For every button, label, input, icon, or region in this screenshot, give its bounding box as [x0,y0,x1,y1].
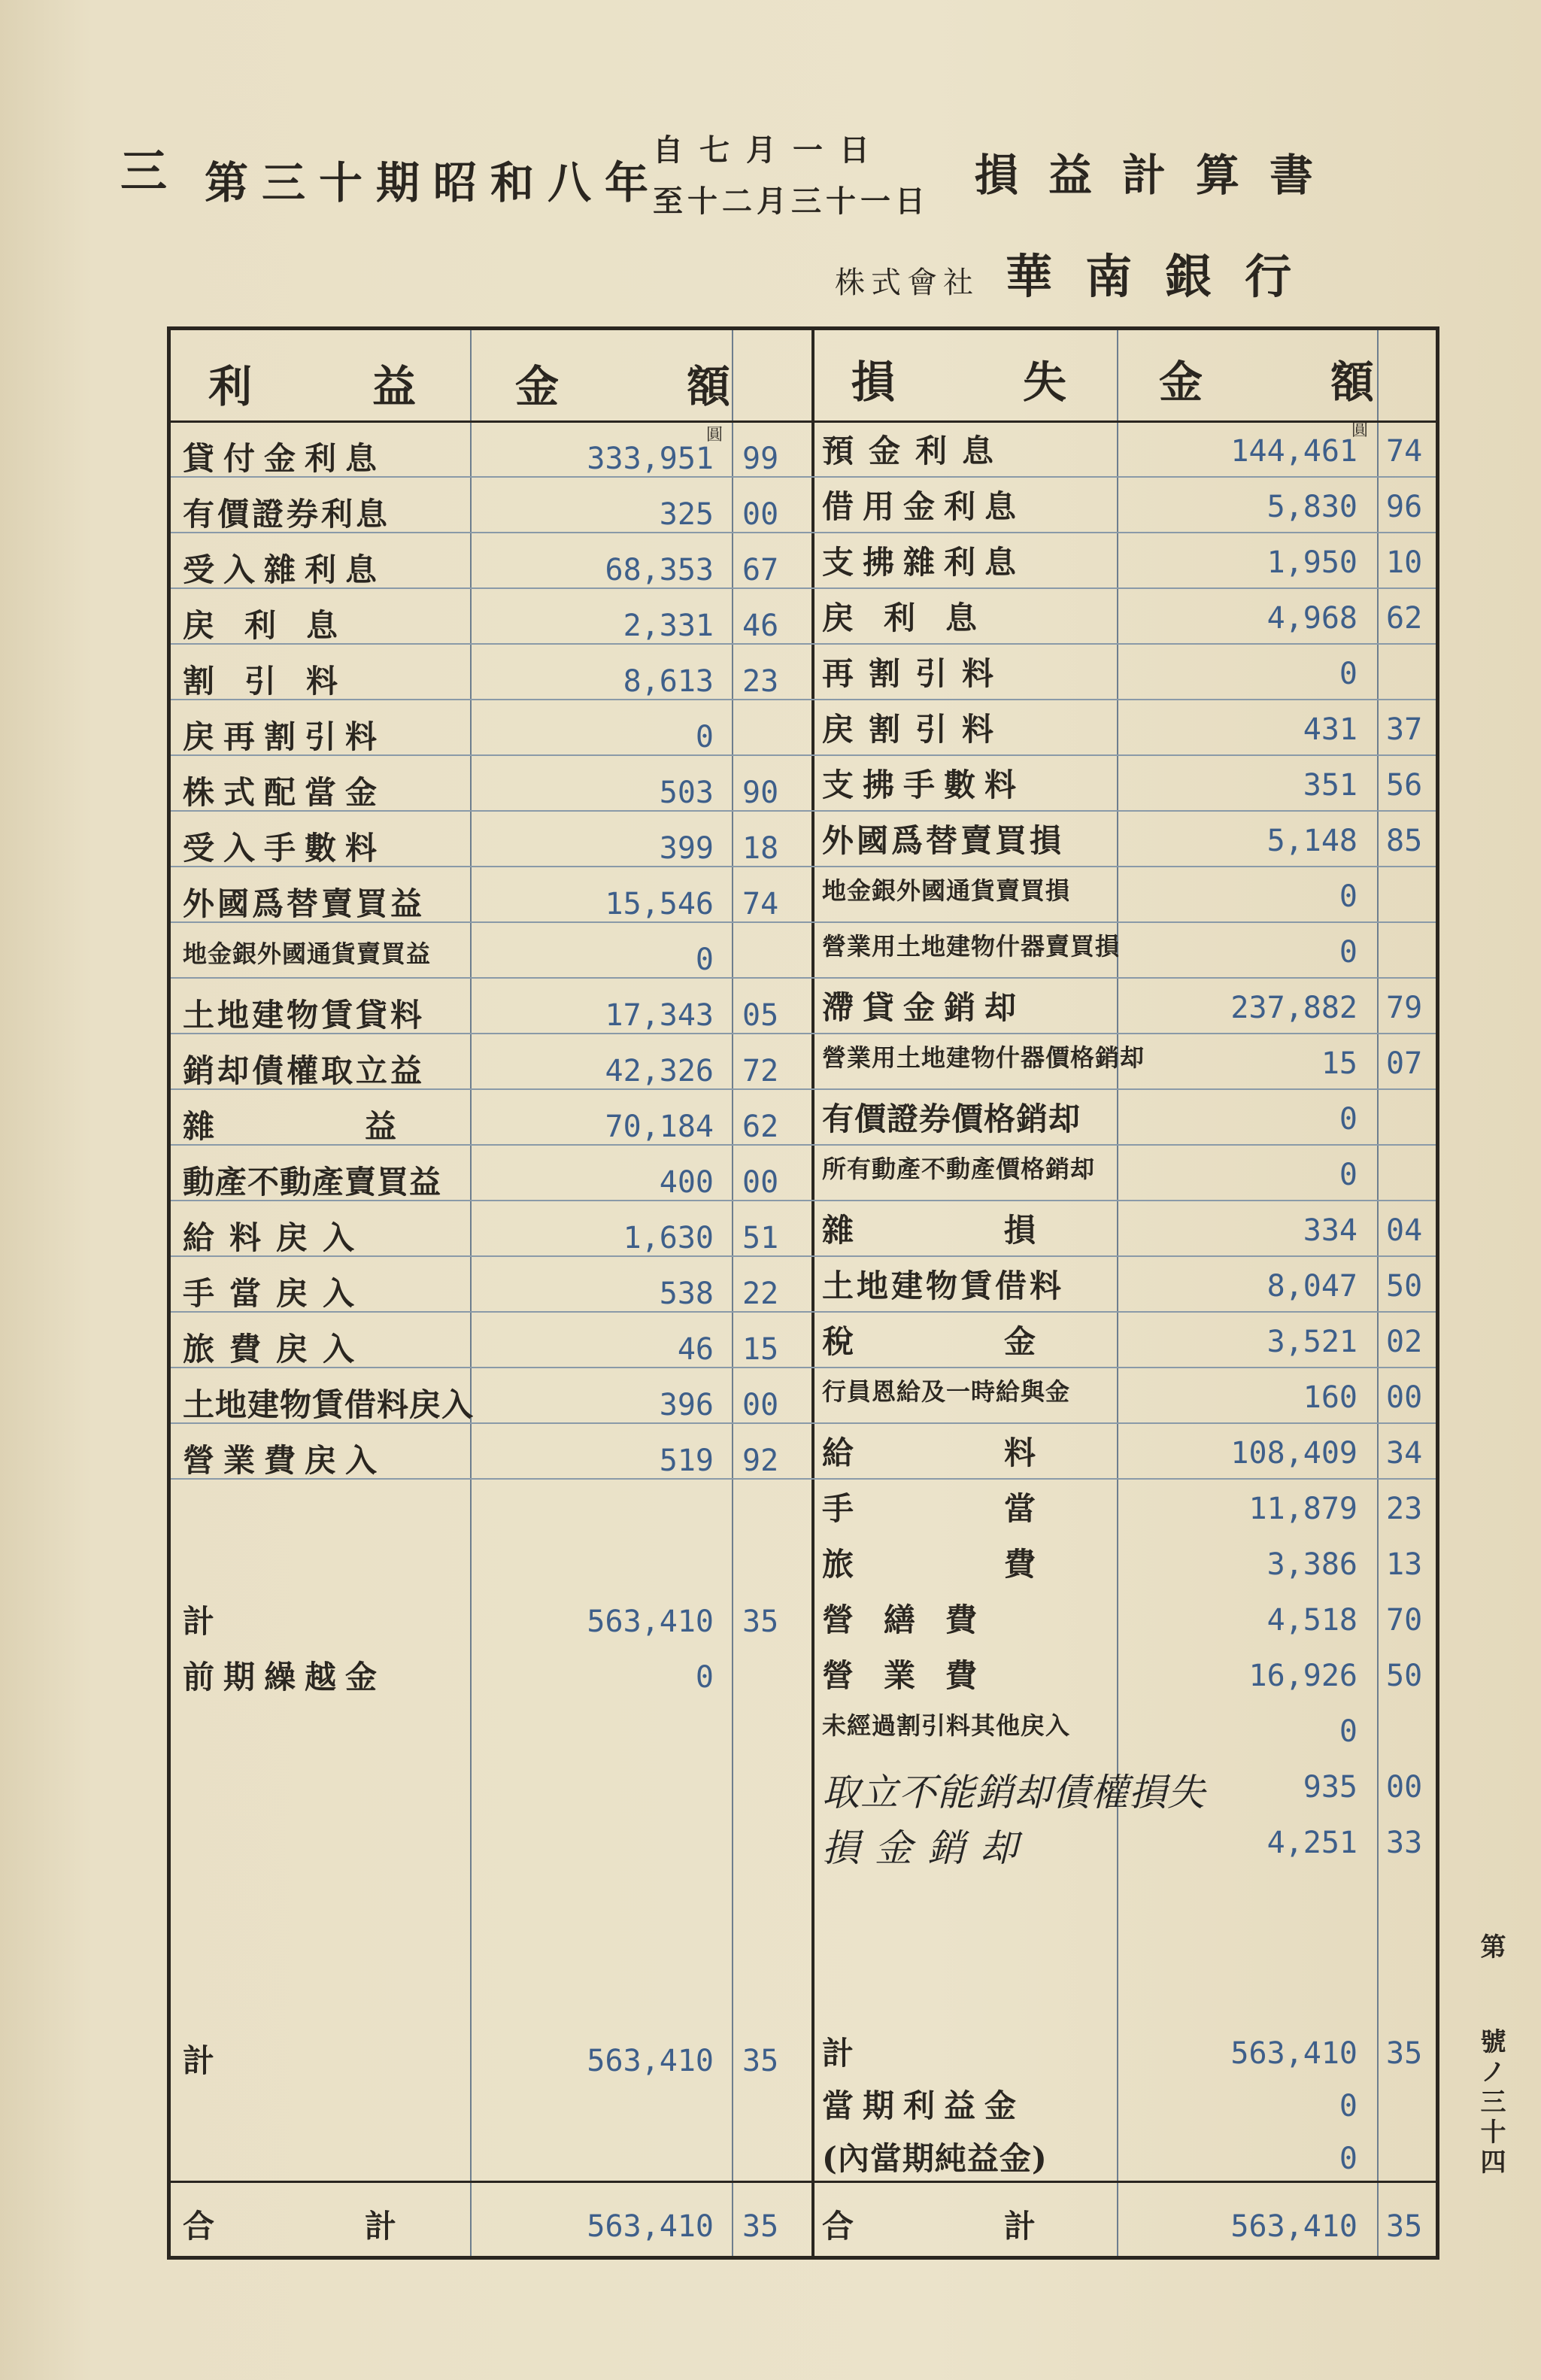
loss-row-yen: 8,047 [1266,1269,1357,1304]
unit-yen-left: 圓 [706,426,723,445]
loss-row-yen: 0 [1339,1102,1357,1137]
loss-row-label: 雜損 [822,1212,1187,1249]
profit-row-yen: 17,343 [605,998,714,1033]
loss-row-label: 營業費 [822,1657,1008,1694]
profit-row-sen: 15 [742,1332,779,1367]
profit-row-label: 雜益 [183,1108,548,1145]
row-divider [171,1033,1436,1034]
loss-subtotal-sen: 35 [1386,2036,1423,2071]
loss-subtotal-yen: 563,410 [1230,2036,1357,2071]
document-title: 損益計算書 [975,150,1344,201]
loss-row-label: 預金利息 [822,433,1009,469]
profit-row-yen: 0 [695,943,714,977]
row-divider [171,1478,1436,1480]
loss-row-label: 再割引料 [822,655,1009,692]
profit-row-yen: 400 [659,1165,714,1200]
loss-row-label: 營繕費 [822,1601,1008,1638]
row-divider [171,1200,1436,1201]
profit-row-yen: 538 [659,1277,714,1311]
row-divider [171,1255,1436,1257]
row-divider [171,977,1436,979]
loss-grand-yen: 563,410 [1230,2209,1357,2244]
loss-row-sen: 85 [1386,824,1423,858]
profit-row-yen: 68,353 [605,553,714,587]
profit-grand-yen: 563,410 [587,2209,714,2244]
loss-row-sen: 10 [1386,545,1423,580]
loss-row-yen: 5,830 [1266,490,1357,524]
profit-row-yen: 325 [659,497,714,532]
profit-row-sen: 51 [742,1221,779,1255]
loss-row-yen: 237,882 [1230,991,1357,1025]
loss-profit-label: 當期利益金 [822,2087,1026,2124]
profit-row-label: 營業費戻入 [183,1442,387,1479]
loss-row-label: 地金銀外國通貨賣買損 [822,876,1071,905]
profit-row-sen: 22 [742,1277,779,1311]
loss-row-label: 手當 [822,1490,1187,1527]
profit-row-yen: 42,326 [605,1054,714,1088]
profit-carry-yen: 0 [695,1660,714,1695]
profit-row-label: 外國爲替賣買益 [183,885,426,922]
period-from: 自七月一日 [653,132,886,168]
loss-row-sen: 00 [1386,1380,1423,1415]
loss-row-label: 行員恩給及一時給與金 [822,1377,1071,1406]
profit-row-sen: 72 [742,1054,779,1088]
loss-row-sen: 96 [1386,490,1423,524]
loss-row-yen: 4,968 [1266,601,1357,636]
row-divider [171,1367,1436,1368]
row-divider [171,754,1436,756]
row-divider [171,1088,1436,1090]
profit-row-yen: 70,184 [605,1110,714,1144]
loss-row-label: 稅金 [822,1323,1187,1360]
loss-row-label: 外國爲替賣買損 [822,822,1065,859]
profit-row-sen: 92 [742,1443,779,1478]
loss-row-yen: 0 [1339,1158,1357,1192]
col-divider [732,330,733,2256]
loss-row-label: 未經過割引料其他戻入 [822,1711,1071,1740]
loss-net-yen: 0 [1339,2142,1357,2176]
profit-row-label: 株式配當金 [183,774,387,811]
loss-row-yen: 11,879 [1248,1492,1357,1526]
loss-row-sen: 13 [1386,1547,1423,1582]
loss-row-yen: 0 [1339,879,1357,914]
loss-row-sen: 70 [1386,1603,1423,1638]
profit-row-label: 手當戻入 [183,1275,370,1312]
period-to: 至十二月三十一日 [653,184,930,219]
profit-row-label: 旅費戻入 [183,1331,370,1368]
loss-row-yen: 1,950 [1266,545,1357,580]
profit-row-label: 土地建物賃借料戻入 [183,1386,475,1423]
loss-row-yen: 935 [1303,1770,1357,1805]
loss-row-label: 支拂雜利息 [822,544,1026,581]
loss-row-yen: 144,461 [1230,434,1357,469]
profit-total-sen: 35 [742,2044,779,2078]
profit-row-yen: 2,331 [623,609,714,643]
company-name: 華南銀行 [1006,249,1325,304]
profit-row-sen: 90 [742,776,779,810]
loss-row-label: 滯貸金銷却 [822,989,1026,1026]
loss-profit-yen: 0 [1339,2089,1357,2123]
loss-row-sen: 50 [1386,1269,1423,1304]
loss-subtotal-label: 計 [822,2035,1005,2072]
loss-row-yen: 0 [1339,935,1357,970]
loss-row-sen: 79 [1386,991,1423,1025]
loss-row-yen: 15 [1321,1046,1357,1081]
row-divider [171,532,1436,533]
loss-row-yen: 4,518 [1266,1603,1357,1638]
profit-row-sen: 23 [742,664,779,699]
loss-row-sen: 34 [1386,1436,1423,1471]
profit-row-yen: 503 [659,776,714,810]
loss-row-label: 取立不能銷却債權損失 [822,1771,1206,1814]
profit-row-yen: 396 [659,1388,714,1422]
profit-row-yen: 0 [695,720,714,754]
profit-row-sen: 05 [742,998,779,1033]
loss-row-label: 土地建物賃借料 [822,1267,1065,1304]
loss-row-sen: 56 [1386,768,1423,803]
profit-row-sen: 00 [742,1165,779,1200]
profit-subtotal-sen: 35 [742,1604,779,1639]
loss-row-label: 營業用土地建物什器賣買損 [822,932,1121,961]
loss-row-sen: 50 [1386,1659,1423,1693]
profit-row-label: 土地建物賃貸料 [183,997,426,1034]
loss-row-yen: 431 [1303,712,1357,747]
company-line [835,239,1324,306]
left-item-header: 利益 [208,361,537,412]
row-divider [171,1144,1436,1146]
profit-row-label: 割引料 [183,663,369,700]
loss-row-label: 有價證券價格銷却 [822,1100,1081,1137]
row-divider [171,921,1436,923]
loss-row-label: 旅費 [822,1546,1187,1583]
profit-row-sen: 99 [742,442,779,476]
profit-row-yen: 15,546 [605,887,714,921]
company-type: 株式會社 [835,266,979,300]
loss-row-sen: 07 [1386,1046,1423,1081]
loss-row-label: 支拂手數料 [822,767,1026,803]
loss-row-label: 損金銷却 [822,1826,1033,1870]
profit-row-yen: 333,951 [587,442,714,476]
loss-grand-label: 合計 [822,2208,1187,2245]
profit-row-label: 戻利息 [183,607,369,644]
profit-row-label: 戻再割引料 [183,718,387,755]
loss-row-yen: 0 [1339,1714,1357,1749]
profit-row-sen: 18 [742,831,779,866]
right-item-header: 損失 [851,357,1195,408]
period-label: 第三十期昭和八年 [205,157,663,208]
loss-row-yen: 16,926 [1248,1659,1357,1693]
loss-row-sen: 23 [1386,1492,1423,1526]
col-divider [1117,330,1118,2256]
side-note-dai: 第 [1476,1933,1506,1963]
profit-total-yen: 563,410 [587,2044,714,2078]
center-divider [811,330,814,2256]
row-divider [171,1422,1436,1424]
loss-row-yen: 160 [1303,1380,1357,1415]
loss-row-label: 給料 [822,1434,1187,1471]
col-divider [1377,330,1379,2256]
col-divider [470,330,472,2256]
loss-row-yen: 5,148 [1266,824,1357,858]
profit-row-sen: 00 [742,497,779,532]
profit-row-label: 動產不動產賣買益 [183,1164,442,1201]
loss-row-sen: 74 [1386,434,1423,469]
row-divider [171,476,1436,478]
profit-row-yen: 46 [677,1332,714,1367]
profit-row-sen: 46 [742,609,779,643]
profit-row-sen: 74 [742,887,779,921]
profit-subtotal-label: 計 [183,1603,366,1640]
loss-row-yen: 0 [1339,657,1357,691]
loss-row-label: 所有動產不動產價格銷却 [822,1155,1096,1183]
profit-row-label: 地金銀外國通貨賣買益 [183,940,432,968]
loss-row-sen: 62 [1386,601,1423,636]
loss-grand-sen: 35 [1386,2209,1423,2244]
grand-total-divider [171,2181,1436,2183]
profit-row-label: 有價證券利息 [183,496,391,533]
profit-grand-label: 合計 [183,2208,548,2245]
unit-yen-right: 圓 [1351,421,1369,440]
loss-row-sen: 00 [1386,1770,1423,1805]
loss-row-label: 借用金利息 [822,488,1026,525]
loss-row-label: 戻割引料 [822,711,1009,748]
profit-row-label: 銷却債權取立益 [183,1052,426,1089]
row-divider [171,587,1436,589]
row-divider [171,699,1436,700]
profit-row-yen: 519 [659,1443,714,1478]
loss-row-yen: 4,251 [1266,1826,1357,1860]
profit-row-label: 受入雜利息 [183,551,387,588]
loss-row-yen: 3,386 [1266,1547,1357,1582]
right-amount-header: 金額 [1159,357,1503,408]
loss-row-yen: 3,521 [1266,1325,1357,1359]
row-divider [171,810,1436,812]
left-amount-header: 金額 [515,361,859,412]
profit-row-sen: 67 [742,553,779,587]
profit-total-label: 計 [183,2042,366,2079]
profit-grand-sen: 35 [742,2209,779,2244]
profit-subtotal-yen: 563,410 [587,1604,714,1639]
header-divider [171,420,1436,423]
row-divider [171,643,1436,645]
profit-row-label: 受入手數料 [183,830,387,867]
loss-row-sen: 33 [1386,1826,1423,1860]
profit-row-yen: 1,630 [623,1221,714,1255]
row-divider [171,866,1436,867]
loss-row-sen: 04 [1386,1213,1423,1248]
profit-row-sen: 62 [742,1110,779,1144]
side-note-number: 號ノ三十四 [1476,2028,1506,2178]
loss-row-yen: 351 [1303,768,1357,803]
profit-row-sen: 00 [742,1388,779,1422]
loss-row-sen: 37 [1386,712,1423,747]
loss-row-label: 戻利息 [822,600,1008,636]
profit-row-yen: 399 [659,831,714,866]
loss-net-label: (內當期純益金) [822,2140,1048,2177]
loss-row-yen: 334 [1303,1213,1357,1248]
header-number: 三 [120,144,184,199]
loss-row-yen: 108,409 [1230,1436,1357,1471]
profit-row-label: 貸付金利息 [183,440,387,477]
row-divider [171,1311,1436,1313]
profit-carry-label: 前期繰越金 [183,1659,387,1695]
loss-row-sen: 02 [1386,1325,1423,1359]
profit-row-yen: 8,613 [623,664,714,699]
profit-row-label: 給料戻入 [183,1219,370,1256]
loss-row-label: 營業用土地建物什器價格銷却 [822,1043,1145,1072]
